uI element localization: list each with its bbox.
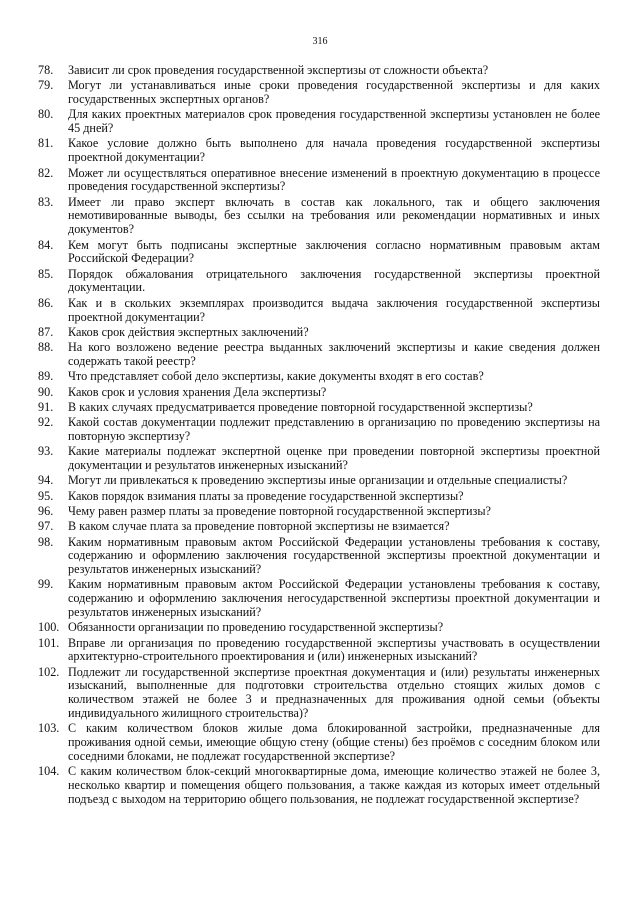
question-text: Для каких проектных материалов срок проведения государственной экспертизы установлен не более 45 дней? (68, 107, 600, 136)
question-number: 93. (38, 444, 54, 459)
question-text: Может ли осуществляться оперативное внесение изменений в проектную документацию в процессе проведения государственной экспертизы? (68, 165, 600, 194)
page-number: 316 (312, 36, 328, 47)
question-item (38, 520, 600, 534)
question-item (38, 297, 600, 325)
question-number: 97. (38, 519, 54, 534)
question-number: 78. (38, 63, 54, 77)
question-item (38, 666, 600, 721)
question-text: Каков порядок взимания платы за проведение государственной экспертизы? (68, 488, 464, 503)
question-number: 102. (38, 664, 60, 679)
question-text: Зависит ли срок проведения государственной экспертизы от сложности объекта? (68, 63, 489, 77)
question-item (38, 137, 600, 165)
question-text: Кем могут быть подписаны экспертные заключения согласно нормативным правовым актам Российской Федерации? (68, 237, 600, 266)
question-number: 87. (38, 324, 54, 339)
question-text: Подлежит ли государственной экспертизе проектная документация и (или) результаты инженерных изысканий, выполненные для подготовки строительства отдельно стоящих жилых домов с количеством этажей не более 3 и предназначенных для проживания одной семьи (объекты индивидуального жилищного строительства)? (68, 664, 600, 721)
question-item (38, 490, 600, 504)
question-text: Какое условие должно быть выполнено для начала проведения государственной экспертизы проектной документации? (68, 136, 600, 165)
question-text: Каков срок и условия хранения Дела экспертизы? (68, 384, 327, 399)
question-text: Чему равен размер платы за проведение повторной государственной экспертизы? (68, 503, 491, 518)
question-text: Что представляет собой дело экспертизы, какие документы входят в его состав? (68, 369, 484, 384)
question-text: Обязанности организации по проведению государственной экспертизы? (68, 620, 444, 635)
question-number: 99. (38, 577, 54, 592)
question-text: С каким количеством блок-секций многоквартирные дома, имеющие количество этажей не более 3, несколько квартир и помещения общего пользования, а также каждая из которых имеет отдельный подъезд с выходом на территорию общего пользования, не подлежат государственной экспертизе? (68, 764, 600, 806)
question-number: 82. (38, 165, 54, 180)
question-text: Каким нормативным правовым актом Российской Федерации установлены требования к составу, содержанию и оформлению заключения негосударственной экспертизы проектной документации и результатов инженерных изысканий? (68, 577, 600, 619)
question-number: 104. (38, 764, 60, 779)
question-number: 95. (38, 488, 54, 503)
question-item (38, 370, 600, 384)
question-text: Какой состав документации подлежит представлению в организацию по проведению экспертизы на повторную экспертизу? (68, 415, 600, 443)
question-item (38, 196, 600, 237)
question-item (38, 108, 600, 136)
question-number: 84. (38, 237, 54, 252)
question-text: Каким нормативным правовым актом Российской Федерации установлены требования к составу, содержанию и оформлению заключения государственной экспертизы проектной документации и результатов инженерных изысканий? (68, 534, 600, 577)
question-item (38, 341, 600, 369)
question-text: С каким количеством блоков жилые дома блокированной застройки, предназначенные для проживания одной семьи, имеющие общую стену (общие стены) без проёмов с соседним блоком или соседними блоками, не подлежат государственной экспертизе? (68, 721, 600, 763)
question-item (38, 445, 600, 473)
question-item (38, 722, 600, 763)
question-text: В каких случаях предусматривается проведение повторной государственной экспертизы? (68, 399, 533, 414)
question-item (38, 637, 600, 665)
question-number: 79. (38, 78, 54, 93)
question-item (38, 79, 600, 107)
question-text: Какие материалы подлежат экспертной оценке при проведении повторной экспертизы проектной документации и результатов инженерных изысканий? (68, 444, 600, 473)
question-item (38, 505, 600, 519)
question-item (38, 326, 600, 340)
question-item (38, 268, 600, 296)
question-number: 94. (38, 473, 54, 488)
question-item (38, 621, 600, 635)
question-number: 103. (38, 721, 60, 736)
question-number: 88. (38, 340, 54, 355)
question-item (38, 578, 600, 619)
question-number: 89. (38, 369, 54, 384)
question-number: 80. (38, 107, 54, 122)
question-text: Как и в скольких экземплярах производится выдача заключения государственной экспертизы проектной документации? (68, 295, 600, 324)
question-number: 81. (38, 136, 54, 151)
question-number: 92. (38, 415, 54, 430)
question-item (38, 416, 600, 444)
question-number: 83. (38, 194, 54, 209)
question-number: 86. (38, 295, 54, 310)
question-number: 96. (38, 503, 54, 518)
question-text: Могут ли устанавливаться иные сроки проведения государственной экспертизы и для каких государственных экспертных органов? (68, 78, 600, 107)
question-text: На кого возложено ведение реестра выданных заключений экспертизы и какие сведения должен содержать такой реестр? (68, 340, 600, 368)
question-text: Могут ли привлекаться к проведению экспертизы иные организации и отдельные специалисты? (68, 473, 568, 488)
question-text: В каком случае плата за проведение повторной экспертизы не взимается? (68, 519, 450, 534)
question-number: 85. (38, 266, 54, 281)
question-number: 98. (38, 534, 54, 549)
question-item (38, 167, 600, 195)
question-number: 90. (38, 384, 54, 399)
question-text: Имеет ли право эксперт включать в состав как локального, так и общего заключения немотивированные выводы, без ссылки на требования или рекомендации нормативных и иных документов? (68, 194, 600, 237)
question-number: 100. (38, 620, 60, 635)
question-number: 101. (38, 635, 60, 650)
question-text: Каков срок действия экспертных заключений? (68, 324, 309, 339)
question-item (38, 64, 600, 78)
question-item (38, 386, 600, 400)
question-text: Вправе ли организация по проведению государственной экспертизы участвовать в осуществлении архитектурно-строительного проектирования и (или) инженерных изысканий? (68, 635, 600, 664)
question-item (38, 474, 600, 488)
question-item (38, 239, 600, 267)
question-number: 91. (38, 399, 54, 414)
question-item (38, 536, 600, 577)
question-item (38, 765, 600, 806)
question-item (38, 401, 600, 415)
question-list (38, 64, 600, 808)
question-text: Порядок обжалования отрицательного заключения государственной экспертизы проектной документации. (68, 266, 600, 295)
